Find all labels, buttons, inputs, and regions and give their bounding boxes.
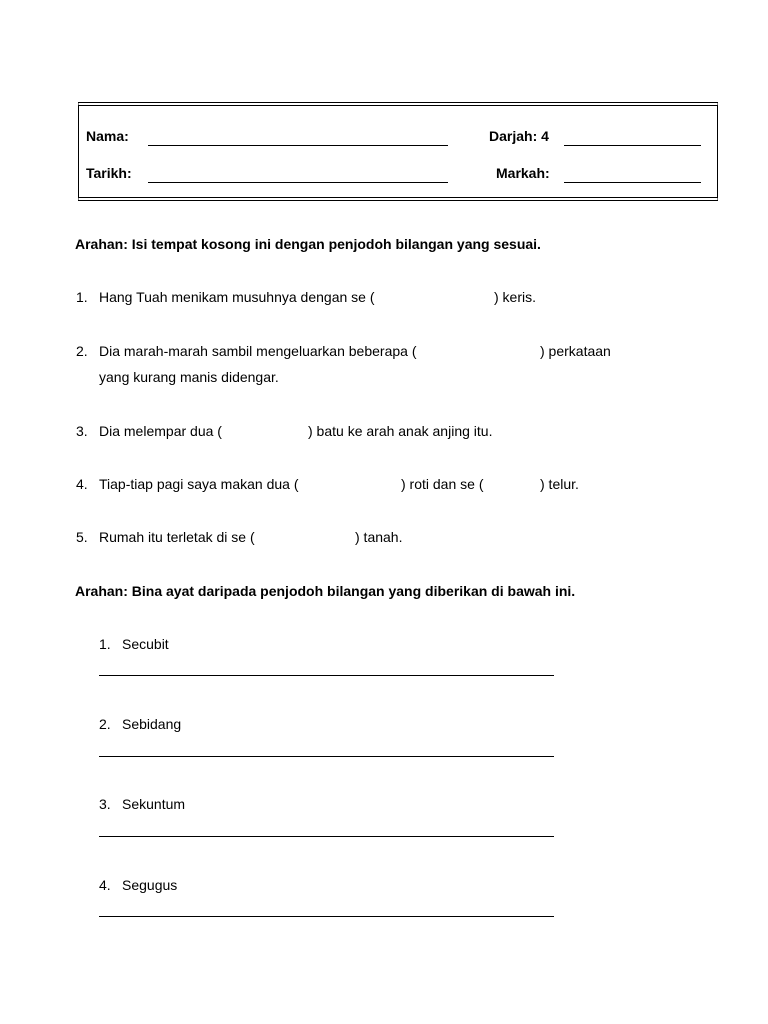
item-word: Secubit (122, 636, 169, 652)
question-number: 5. (76, 529, 88, 545)
section2-instruction: Arahan: Bina ayat daripada penjodoh bilangan yang diberikan di bawah ini. (75, 583, 576, 599)
question-text: ) roti dan se ( (401, 476, 484, 492)
question-text: ) tanah. (355, 529, 403, 545)
question-text: ) perkataan (540, 343, 611, 359)
question-number: 2. (76, 343, 88, 359)
item-number: 3. (99, 796, 111, 812)
question-number: 4. (76, 476, 88, 492)
answer-line[interactable] (99, 675, 554, 676)
marks-label: Markah: (496, 165, 550, 181)
item-number: 1. (99, 636, 111, 652)
answer-line[interactable] (99, 916, 554, 917)
marks-field[interactable] (564, 182, 701, 183)
answer-line[interactable] (99, 836, 554, 837)
class-field[interactable] (564, 145, 701, 146)
question-text: Dia melempar dua ( (99, 423, 222, 439)
question-number: 1. (76, 289, 88, 305)
section1-instruction: Arahan: Isi tempat kosong ini dengan penjodoh bilangan yang sesuai. (75, 236, 541, 252)
item-number: 4. (99, 877, 111, 893)
question-text: ) keris. (494, 289, 536, 305)
student-info-box (78, 102, 718, 201)
item-number: 2. (99, 716, 111, 732)
item-word: Sebidang (122, 716, 182, 732)
class-label: Darjah: 4 (489, 128, 549, 144)
date-field[interactable] (148, 182, 448, 183)
name-field[interactable] (148, 145, 448, 146)
question-text: Tiap-tiap pagi saya makan dua ( (99, 476, 299, 492)
question-text: Hang Tuah menikam musuhnya dengan se ( (99, 289, 375, 305)
question-text: ) batu ke arah anak anjing itu. (308, 423, 493, 439)
date-label: Tarikh: (86, 165, 132, 181)
name-label: Nama: (86, 128, 129, 144)
question-number: 3. (76, 423, 88, 439)
item-word: Segugus (122, 877, 178, 893)
question-text: Rumah itu terletak di se ( (99, 529, 255, 545)
item-word: Sekuntum (122, 796, 186, 812)
answer-line[interactable] (99, 756, 554, 757)
question-text: yang kurang manis didengar. (99, 369, 279, 385)
question-text: Dia marah-marah sambil mengeluarkan beberapa ( (99, 343, 417, 359)
question-text: ) telur. (540, 476, 579, 492)
